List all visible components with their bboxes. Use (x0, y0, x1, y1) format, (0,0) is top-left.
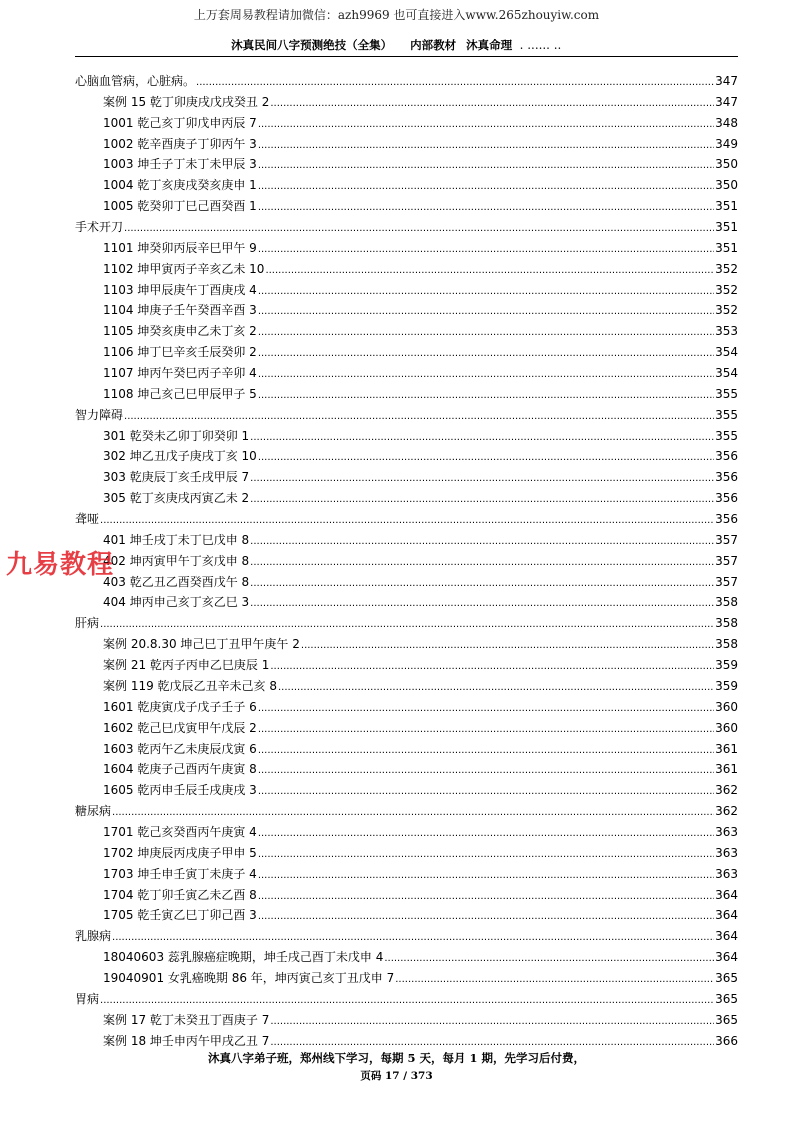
toc-entry-label: 403 乾乙丑乙酉癸酉戊午 8 (103, 574, 250, 589)
toc-entry-page: 347 (715, 94, 738, 109)
toc-entry[interactable] (75, 781, 738, 802)
table-of-contents (75, 72, 738, 1052)
toc-entry-page: 353 (715, 324, 738, 339)
toc-entry-label: 1101 坤癸卯丙辰辛巳甲午 9 (103, 240, 257, 255)
toc-entry[interactable] (75, 552, 738, 573)
toc-entry-page: 349 (715, 136, 738, 151)
toc-entry-label: 401 坤壬戌丁未丁巳戊申 8 (103, 532, 250, 547)
toc-leader-dots (258, 306, 714, 317)
toc-leader-dots (258, 745, 714, 756)
toc-leader-dots (250, 473, 714, 484)
toc-entry-page: 362 (715, 804, 738, 819)
toc-section-heading[interactable] (75, 406, 738, 427)
toc-leader-dots (258, 327, 714, 338)
toc-leader-dots (112, 932, 714, 943)
toc-entry-page: 354 (715, 345, 738, 360)
toc-entry-page: 350 (715, 157, 738, 172)
toc-entry-label: 聋哑 (75, 512, 100, 527)
toc-entry[interactable] (75, 760, 738, 781)
toc-leader-dots (250, 432, 714, 443)
toc-entry-page: 360 (715, 699, 738, 714)
toc-entry-page: 351 (715, 240, 738, 255)
toc-entry-page: 364 (715, 950, 738, 965)
toc-leader-dots (124, 411, 714, 422)
toc-entry-page: 361 (715, 762, 738, 777)
toc-entry[interactable] (75, 176, 738, 197)
toc-leader-dots (258, 160, 714, 171)
toc-entry[interactable] (75, 698, 738, 719)
toc-entry-label: 案例 119 乾戊辰乙丑辛未己亥 8 (103, 678, 277, 693)
toc-entry-page: 352 (715, 282, 738, 297)
toc-leader-dots (395, 974, 714, 985)
header-material: 内部教材 (410, 38, 457, 52)
toc-entry-page: 365 (715, 991, 738, 1006)
toc-entry-label: 402 坤丙寅甲午丁亥戊申 8 (103, 553, 250, 568)
toc-entry-label: 1104 坤庚子壬午癸酉辛酉 3 (103, 303, 257, 318)
toc-entry-page: 366 (715, 1033, 738, 1048)
toc-leader-dots (258, 786, 714, 797)
toc-leader-dots (250, 578, 714, 589)
toc-entry-label: 1103 坤甲辰庚午丁酉庚戌 4 (103, 282, 257, 297)
toc-leader-dots (258, 390, 714, 401)
toc-entry[interactable] (75, 635, 738, 656)
toc-entry-label: 305 乾丁亥庚戌丙寅乙未 2 (103, 491, 250, 506)
toc-leader-dots (112, 807, 714, 818)
toc-entry-label: 18040603 蕊乳腺癌症晚期，坤壬戌己酉丁未戊申 4 (103, 950, 384, 965)
toc-entry[interactable] (75, 114, 738, 135)
toc-entry-page: 358 (715, 637, 738, 652)
toc-leader-dots (258, 119, 714, 130)
toc-leader-dots (258, 244, 714, 255)
toc-entry-page: 364 (715, 908, 738, 923)
page-header (0, 37, 793, 53)
toc-entry-page: 358 (715, 616, 738, 631)
toc-leader-dots (100, 619, 714, 630)
toc-entry[interactable] (75, 906, 738, 927)
toc-entry-label: 1004 乾丁亥庚戌癸亥庚申 1 (103, 178, 257, 193)
toc-entry-page: 362 (715, 783, 738, 798)
toc-entry-page: 357 (715, 553, 738, 568)
toc-entry[interactable] (75, 427, 738, 448)
toc-entry[interactable] (75, 573, 738, 594)
toc-entry-page: 364 (715, 929, 738, 944)
header-author: 沐真命理 (466, 38, 513, 52)
toc-entry-label: 1003 坤壬子丁未丁未甲辰 3 (103, 157, 257, 172)
toc-entry[interactable] (75, 260, 738, 281)
toc-entry-page: 355 (715, 407, 738, 422)
toc-leader-dots (258, 891, 714, 902)
watermark-logo: 九易教程 (6, 550, 115, 580)
header-decoration-marks: . ...... .. (520, 41, 562, 51)
toc-leader-dots (258, 911, 714, 922)
header-rule (75, 56, 738, 57)
toc-entry-page: 352 (715, 261, 738, 276)
toc-leader-dots (258, 140, 714, 151)
toc-entry-page: 365 (715, 1012, 738, 1027)
toc-entry-label: 案例 18 坤壬申丙午甲戌乙丑 7 (103, 1033, 270, 1048)
toc-entry-page: 356 (715, 491, 738, 506)
header-title: 沐真民间八字预测绝技（全集） (231, 38, 393, 52)
toc-leader-dots (265, 265, 714, 276)
toc-entry-label: 303 乾庚辰丁亥壬戌甲辰 7 (103, 470, 250, 485)
toc-entry-label: 1601 乾庚寅戊子戊子壬子 6 (103, 699, 257, 714)
toc-entry[interactable] (75, 343, 738, 364)
toc-entry-page: 351 (715, 220, 738, 235)
toc-entry-label: 乳腺病 (75, 929, 112, 944)
toc-entry-label: 301 乾癸未乙卯丁卯癸卯 1 (103, 428, 250, 443)
toc-entry-page: 347 (715, 74, 738, 88)
toc-entry-label: 案例 15 乾丁卯庚戌戊戌癸丑 2 (103, 94, 270, 109)
toc-entry-label: 1005 乾癸卯丁巳己酉癸酉 1 (103, 199, 257, 214)
toc-entry-page: 354 (715, 366, 738, 381)
top-notice: 上万套周易教程请加微信：azh9969 也可直接进入www.265zhouyiw.com (193, 8, 600, 22)
toc-entry-page: 363 (715, 845, 738, 860)
toc-entry-label: 1108 坤己亥己巳甲辰甲子 5 (103, 386, 257, 401)
toc-entry-label: 1105 坤癸亥庚申乙未丁亥 2 (103, 324, 257, 339)
toc-entry-page: 356 (715, 470, 738, 485)
toc-leader-dots (270, 661, 714, 672)
toc-entry-page: 360 (715, 720, 738, 735)
toc-entry-page: 357 (715, 574, 738, 589)
toc-entry[interactable] (75, 531, 738, 552)
toc-leader-dots (258, 724, 714, 735)
toc-leader-dots (384, 953, 714, 964)
toc-entry[interactable] (75, 197, 738, 218)
toc-entry-page: 357 (715, 532, 738, 547)
toc-entry[interactable] (75, 1011, 738, 1032)
toc-entry[interactable] (75, 385, 738, 406)
toc-entry[interactable] (75, 281, 738, 302)
toc-section-heading[interactable] (75, 510, 738, 531)
toc-entry-label: 1106 坤丁巳辛亥壬辰癸卯 2 (103, 345, 257, 360)
toc-entry[interactable] (75, 301, 738, 322)
toc-entry[interactable] (75, 155, 738, 176)
toc-leader-dots (258, 202, 714, 213)
toc-entry-label: 1604 乾庚子己酉丙午庚寅 8 (103, 762, 257, 777)
toc-section-heading[interactable] (75, 990, 738, 1011)
toc-entry[interactable] (75, 844, 738, 865)
toc-entry-label: 案例 17 乾丁未癸丑丁酉庚子 7 (103, 1012, 270, 1027)
toc-entry-label: 案例 21 乾丙子丙申乙巳庚辰 1 (103, 658, 270, 673)
toc-entry[interactable] (75, 468, 738, 489)
toc-entry-label: 1002 乾辛酉庚子丁卯丙午 3 (103, 136, 257, 151)
toc-entry-page: 355 (715, 428, 738, 443)
toc-entry-label: 1701 乾己亥癸酉丙午庚寅 4 (103, 824, 257, 839)
toc-section-heading[interactable] (75, 927, 738, 948)
toc-leader-dots (124, 223, 714, 234)
toc-entry-label: 1001 乾己亥丁卯戊申丙辰 7 (103, 115, 257, 130)
toc-entry[interactable] (75, 886, 738, 907)
toc-entry-page: 351 (715, 199, 738, 214)
toc-entry-page: 365 (715, 970, 738, 985)
toc-entry-label: 19040901 女乳癌晚期 86 年，坤丙寅己亥丁丑戊申 7 (103, 970, 395, 985)
toc-leader-dots (258, 452, 714, 463)
toc-leader-dots (258, 828, 714, 839)
toc-leader-dots (250, 557, 714, 568)
toc-entry[interactable] (75, 740, 738, 761)
toc-leader-dots (301, 640, 714, 651)
toc-entry[interactable] (75, 948, 738, 969)
footer-text: 沐真八字弟子班，郑州线下学习，每期 5 天，每月 1 期，先学习后付费， (207, 1051, 585, 1065)
toc-leader-dots (250, 536, 714, 547)
toc-leader-dots (278, 682, 714, 693)
toc-leader-dots (258, 703, 714, 714)
toc-entry-page: 356 (715, 449, 738, 464)
toc-entry-page: 352 (715, 303, 738, 318)
toc-leader-dots (258, 348, 714, 359)
toc-entry-page: 364 (715, 887, 738, 902)
toc-entry-label: 1102 坤甲寅丙子辛亥乙未 10 (103, 261, 265, 276)
toc-entry-label: 1705 乾壬寅乙巳丁卯己酉 3 (103, 908, 257, 923)
toc-leader-dots (196, 77, 714, 88)
toc-entry[interactable] (75, 447, 738, 468)
toc-entry-page: 363 (715, 866, 738, 881)
toc-entry[interactable] (75, 593, 738, 614)
toc-leader-dots (100, 995, 714, 1006)
toc-entry-page: 359 (715, 658, 738, 673)
toc-leader-dots (100, 515, 714, 526)
toc-entry[interactable] (75, 677, 738, 698)
toc-entry-label: 1605 乾丙申壬辰壬戌庚戌 3 (103, 783, 257, 798)
toc-entry-label: 1703 坤壬申壬寅丁未庚子 4 (103, 866, 257, 881)
toc-leader-dots (270, 98, 714, 109)
toc-leader-dots (270, 1037, 714, 1048)
toc-entry[interactable] (75, 823, 738, 844)
toc-entry-label: 智力障碍 (75, 407, 124, 422)
toc-entry-label: 案例 20.8.30 坤己巳丁丑甲午庚午 2 (103, 637, 300, 652)
toc-entry-label: 手术开刀 (75, 220, 124, 235)
toc-entry-page: 359 (715, 678, 738, 693)
toc-leader-dots (250, 598, 714, 609)
page-number: 页码 17 / 373 (360, 1070, 433, 1082)
toc-entry[interactable] (75, 656, 738, 677)
toc-entry[interactable] (75, 364, 738, 385)
toc-leader-dots (258, 870, 714, 881)
toc-leader-dots (258, 181, 714, 192)
toc-entry-label: 1107 坤丙午癸巳丙子辛卯 4 (103, 366, 257, 381)
toc-entry-label: 心脑血管病，心脏病。 (75, 74, 196, 88)
toc-entry-page: 361 (715, 741, 738, 756)
toc-entry-page: 358 (715, 595, 738, 610)
toc-entry-label: 1702 坤庚辰丙戌庚子甲申 5 (103, 845, 257, 860)
toc-entry[interactable] (75, 865, 738, 886)
toc-entry-label: 1602 乾己巳戊寅甲午戊辰 2 (103, 720, 257, 735)
toc-leader-dots (258, 849, 714, 860)
toc-entry-label: 肝病 (75, 616, 100, 631)
toc-entry[interactable] (75, 489, 738, 510)
toc-leader-dots (270, 1016, 714, 1027)
toc-section-heading[interactable] (75, 802, 738, 823)
toc-entry-label: 302 坤乙丑戊子庚戌丁亥 10 (103, 449, 257, 464)
toc-leader-dots (258, 369, 714, 380)
toc-entry-label: 糖尿病 (75, 804, 112, 819)
toc-section-heading[interactable] (75, 614, 738, 635)
toc-entry-page: 355 (715, 386, 738, 401)
toc-section-heading[interactable] (75, 72, 738, 93)
toc-leader-dots (250, 494, 714, 505)
toc-entry[interactable] (75, 135, 738, 156)
toc-entry[interactable] (75, 719, 738, 740)
toc-entry[interactable] (75, 239, 738, 260)
toc-leader-dots (258, 765, 714, 776)
toc-entry-page: 363 (715, 824, 738, 839)
toc-entry[interactable] (75, 93, 738, 114)
toc-entry-label: 404 坤丙申己亥丁亥乙巳 3 (103, 595, 250, 610)
toc-section-heading[interactable] (75, 218, 738, 239)
toc-leader-dots (258, 286, 714, 297)
toc-entry-page: 350 (715, 178, 738, 193)
toc-entry-label: 1603 乾丙午乙未庚辰戊寅 6 (103, 741, 257, 756)
toc-entry[interactable] (75, 322, 738, 343)
toc-entry-page: 356 (715, 512, 738, 527)
toc-entry-label: 1704 乾丁卯壬寅乙未乙酉 8 (103, 887, 257, 902)
toc-entry-page: 348 (715, 115, 738, 130)
toc-entry-label: 胃病 (75, 991, 100, 1006)
toc-entry[interactable] (75, 969, 738, 990)
